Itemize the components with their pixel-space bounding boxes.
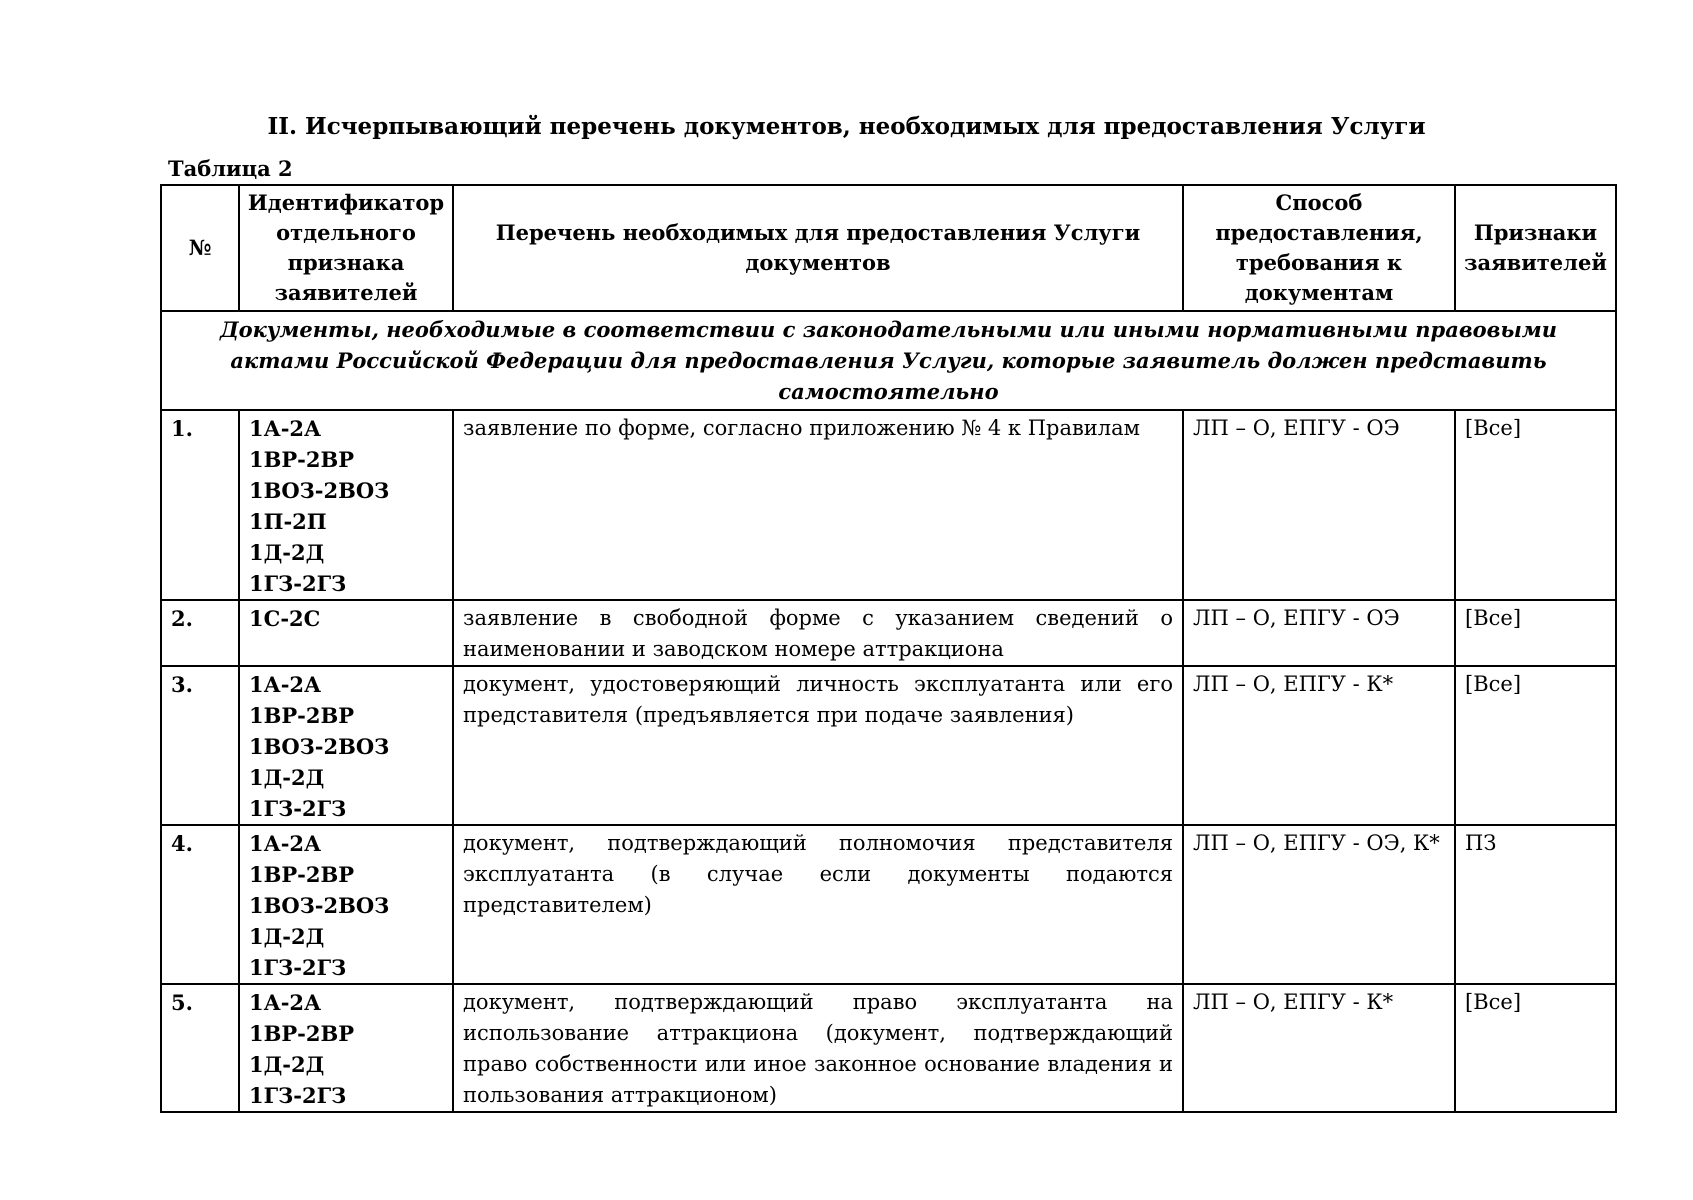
identifier: 1ГЗ-2ГЗ <box>249 1083 347 1108</box>
header-identifier: Идентификатор отдельного признака заявителей <box>239 185 453 311</box>
identifier: 1ВОЗ-2ВОЗ <box>249 478 390 503</box>
identifier: 1ВР-2ВР <box>249 1021 355 1046</box>
row-document: документ, подтверждающий полномочия представителя эксплуатанта (в случае если документы подаются представителем) <box>453 825 1183 984</box>
section-title: Документы, необходимые в соответствии с законодательными или иными нормативными правовыми актами Российской Федерации для предоставления Услуги, которые заявитель должен представить самостоятельно <box>161 311 1616 410</box>
identifier: 1Д-2Д <box>249 1052 325 1077</box>
row-number: 5. <box>161 984 239 1112</box>
header-method: Способ предоставления, требования к документам <box>1183 185 1455 311</box>
identifier: 1П-2П <box>249 509 327 534</box>
row-identifiers <box>239 984 453 1112</box>
row-attributes: [Все] <box>1455 666 1616 825</box>
row-identifiers <box>239 825 453 984</box>
identifier: 1ВР-2ВР <box>249 703 355 728</box>
row-number: 3. <box>161 666 239 825</box>
table-caption: Таблица 2 <box>168 156 293 181</box>
identifier: 1ВР-2ВР <box>249 447 355 472</box>
identifier: 1Д-2Д <box>249 765 325 790</box>
identifier: 1А-2А <box>249 416 322 441</box>
row-document: заявление в свободной форме с указанием сведений о наименовании и заводском номере аттракциона <box>453 600 1183 666</box>
identifier: 1С-2С <box>249 606 321 631</box>
section-row <box>161 311 1616 410</box>
row-method: ЛП – О, ЕПГУ - К* <box>1183 666 1455 825</box>
row-attributes: [Все] <box>1455 600 1616 666</box>
identifier: 1Д-2Д <box>249 924 325 949</box>
row-document: документ, подтверждающий право эксплуатанта на использование аттракциона (документ, подтверждающий право собственности или иное законное основание владения и пользования аттракционом) <box>453 984 1183 1112</box>
table-row <box>161 984 1616 1112</box>
row-attributes: ПЗ <box>1455 825 1616 984</box>
row-identifiers <box>239 666 453 825</box>
table-row <box>161 410 1616 600</box>
table-header-row <box>161 185 1616 311</box>
row-number: 4. <box>161 825 239 984</box>
row-method: ЛП – О, ЕПГУ - ОЭ <box>1183 410 1455 600</box>
row-number: 1. <box>161 410 239 600</box>
identifier: 1ВОЗ-2ВОЗ <box>249 893 390 918</box>
row-method: ЛП – О, ЕПГУ - К* <box>1183 984 1455 1112</box>
row-document: заявление по форме, согласно приложению № 4 к Правилам <box>453 410 1183 600</box>
documents-table <box>160 184 1617 1113</box>
table-row <box>161 825 1616 984</box>
row-method: ЛП – О, ЕПГУ - ОЭ <box>1183 600 1455 666</box>
table-row <box>161 600 1616 666</box>
page-heading: II. Исчерпывающий перечень документов, необходимых для предоставления Услуги <box>267 113 1426 140</box>
row-attributes: [Все] <box>1455 984 1616 1112</box>
row-method: ЛП – О, ЕПГУ - ОЭ, К* <box>1183 825 1455 984</box>
identifier: 1ВР-2ВР <box>249 862 355 887</box>
identifier: 1Д-2Д <box>249 540 325 565</box>
row-identifiers <box>239 600 453 666</box>
identifier: 1А-2А <box>249 990 322 1015</box>
header-attributes: Признаки заявителей <box>1455 185 1616 311</box>
identifier: 1ГЗ-2ГЗ <box>249 796 347 821</box>
identifier: 1ВОЗ-2ВОЗ <box>249 734 390 759</box>
row-number: 2. <box>161 600 239 666</box>
table-row <box>161 666 1616 825</box>
identifier: 1А-2А <box>249 831 322 856</box>
header-num: № <box>161 185 239 311</box>
row-identifiers <box>239 410 453 600</box>
row-document: документ, удостоверяющий личность эксплуатанта или его представителя (предъявляется при подаче заявления) <box>453 666 1183 825</box>
header-documents: Перечень необходимых для предоставления Услуги документов <box>453 185 1183 311</box>
row-attributes: [Все] <box>1455 410 1616 600</box>
identifier: 1ГЗ-2ГЗ <box>249 955 347 980</box>
identifier: 1ГЗ-2ГЗ <box>249 571 347 596</box>
identifier: 1А-2А <box>249 672 322 697</box>
